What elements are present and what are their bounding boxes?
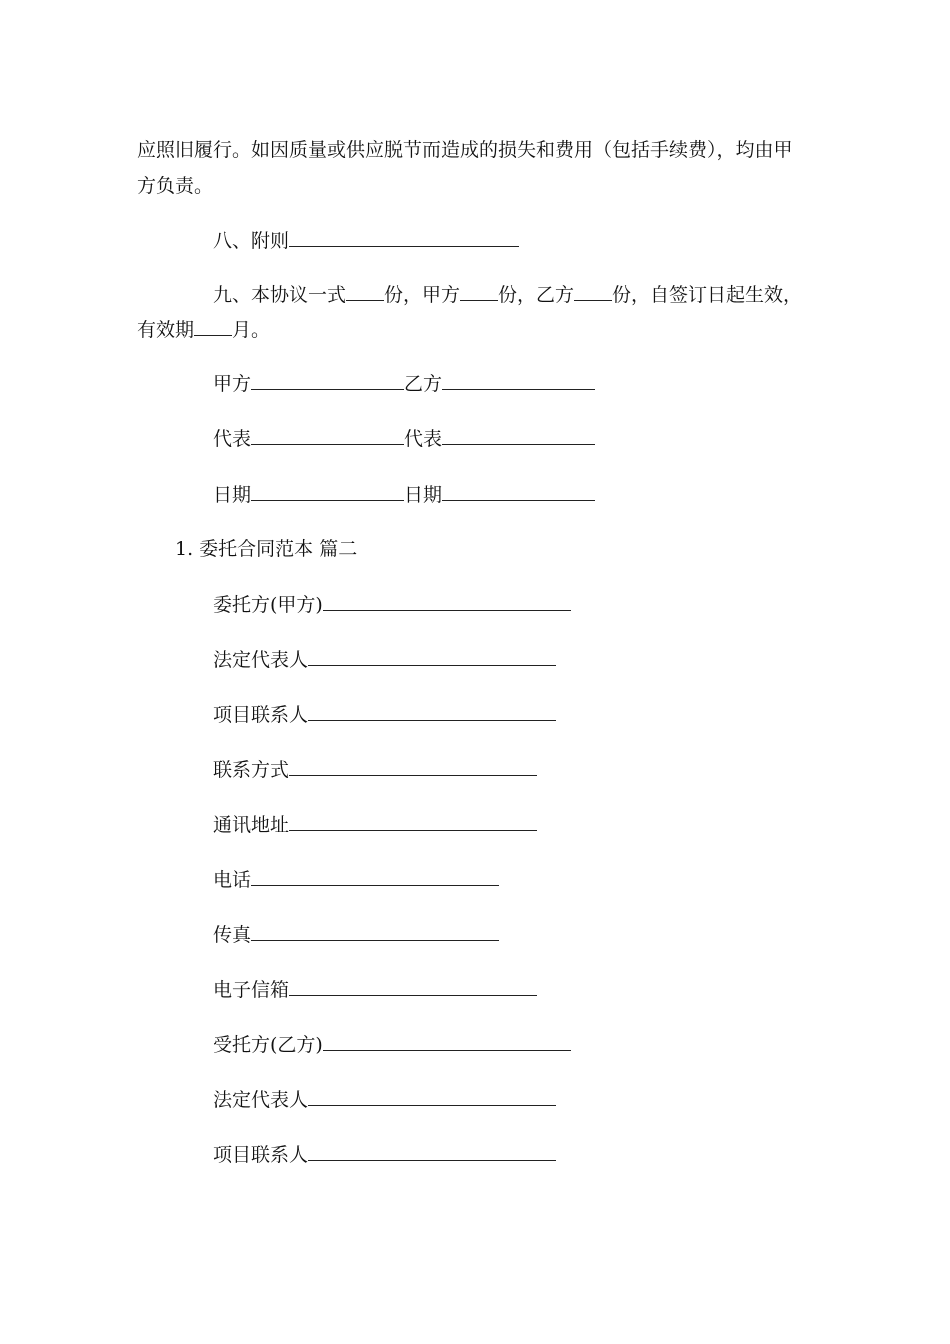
clause-8 xyxy=(213,228,519,253)
intro-line-1: 应照旧履行。如因质量或供应脱节而造成的损失和费用（包括手续费），均由甲 xyxy=(137,139,793,161)
form-field-fax xyxy=(213,922,499,947)
form-field-project-contact-b xyxy=(213,1142,556,1167)
form-field-client xyxy=(213,592,571,617)
blank-line xyxy=(460,282,498,301)
clause-9-text: 月。 xyxy=(232,319,271,341)
clause-9-text: 份，甲方 xyxy=(384,284,461,306)
form-field-phone xyxy=(213,867,499,892)
blank-line xyxy=(346,282,384,301)
date-a-label: 日期 xyxy=(213,484,252,506)
clause-9-line-1 xyxy=(213,282,802,307)
field-label: 联系方式 xyxy=(213,759,290,781)
blank-line xyxy=(289,757,537,776)
blank-line xyxy=(308,702,556,721)
form-field-legal-rep xyxy=(213,647,556,672)
form-field-legal-rep-b xyxy=(213,1087,556,1112)
blank-line xyxy=(442,371,595,390)
rep-b-label: 代表 xyxy=(404,428,443,450)
blank-line xyxy=(251,371,404,390)
rep-a-label: 代表 xyxy=(213,428,252,450)
party-a-label: 甲方 xyxy=(213,373,252,395)
date-b-label: 日期 xyxy=(404,484,443,506)
form-field-project-contact xyxy=(213,702,556,727)
clause-9-text: 九、本协议一式 xyxy=(213,284,347,306)
blank-line xyxy=(251,482,404,501)
party-b-label: 乙方 xyxy=(404,373,443,395)
blank-line xyxy=(289,977,537,996)
field-label: 通讯地址 xyxy=(213,814,290,836)
blank-line xyxy=(289,812,537,831)
signature-rep-row xyxy=(213,426,595,451)
field-label: 委托方(甲方) xyxy=(213,594,323,616)
form-field-contractor xyxy=(213,1032,571,1057)
intro-line-2: 方负责。 xyxy=(137,175,214,197)
signature-date-row xyxy=(213,482,595,507)
blank-line xyxy=(308,1142,556,1161)
form-field-contact-method xyxy=(213,757,537,782)
blank-line xyxy=(323,592,571,611)
form-field-email xyxy=(213,977,537,1002)
clause-9-text: 份，乙方 xyxy=(498,284,575,306)
field-label: 项目联系人 xyxy=(213,704,309,726)
blank-line xyxy=(194,317,232,336)
clause-9-line-2 xyxy=(137,317,270,342)
form-field-address xyxy=(213,812,537,837)
blank-line xyxy=(574,282,612,301)
field-label: 受托方(乙方) xyxy=(213,1034,323,1056)
blank-line xyxy=(442,426,595,445)
field-label: 电话 xyxy=(213,869,252,891)
field-label: 电子信箱 xyxy=(213,979,290,1001)
field-label: 传真 xyxy=(213,924,252,946)
field-label: 法定代表人 xyxy=(213,1089,309,1111)
blank-line xyxy=(323,1032,571,1051)
section-heading: 1. 委托合同范本 篇二 xyxy=(175,538,358,560)
clause-9-text: 有效期 xyxy=(137,319,195,341)
field-label: 法定代表人 xyxy=(213,649,309,671)
blank-line xyxy=(251,426,404,445)
clause-9-text: 份，自签订日起生效， xyxy=(612,284,803,306)
blank-line xyxy=(289,228,519,247)
blank-line xyxy=(308,1087,556,1106)
blank-line xyxy=(442,482,595,501)
blank-line xyxy=(251,867,499,886)
field-label: 项目联系人 xyxy=(213,1144,309,1166)
blank-line xyxy=(251,922,499,941)
clause-8-label: 八、附则 xyxy=(213,230,290,252)
blank-line xyxy=(308,647,556,666)
signature-party-row xyxy=(213,371,595,396)
